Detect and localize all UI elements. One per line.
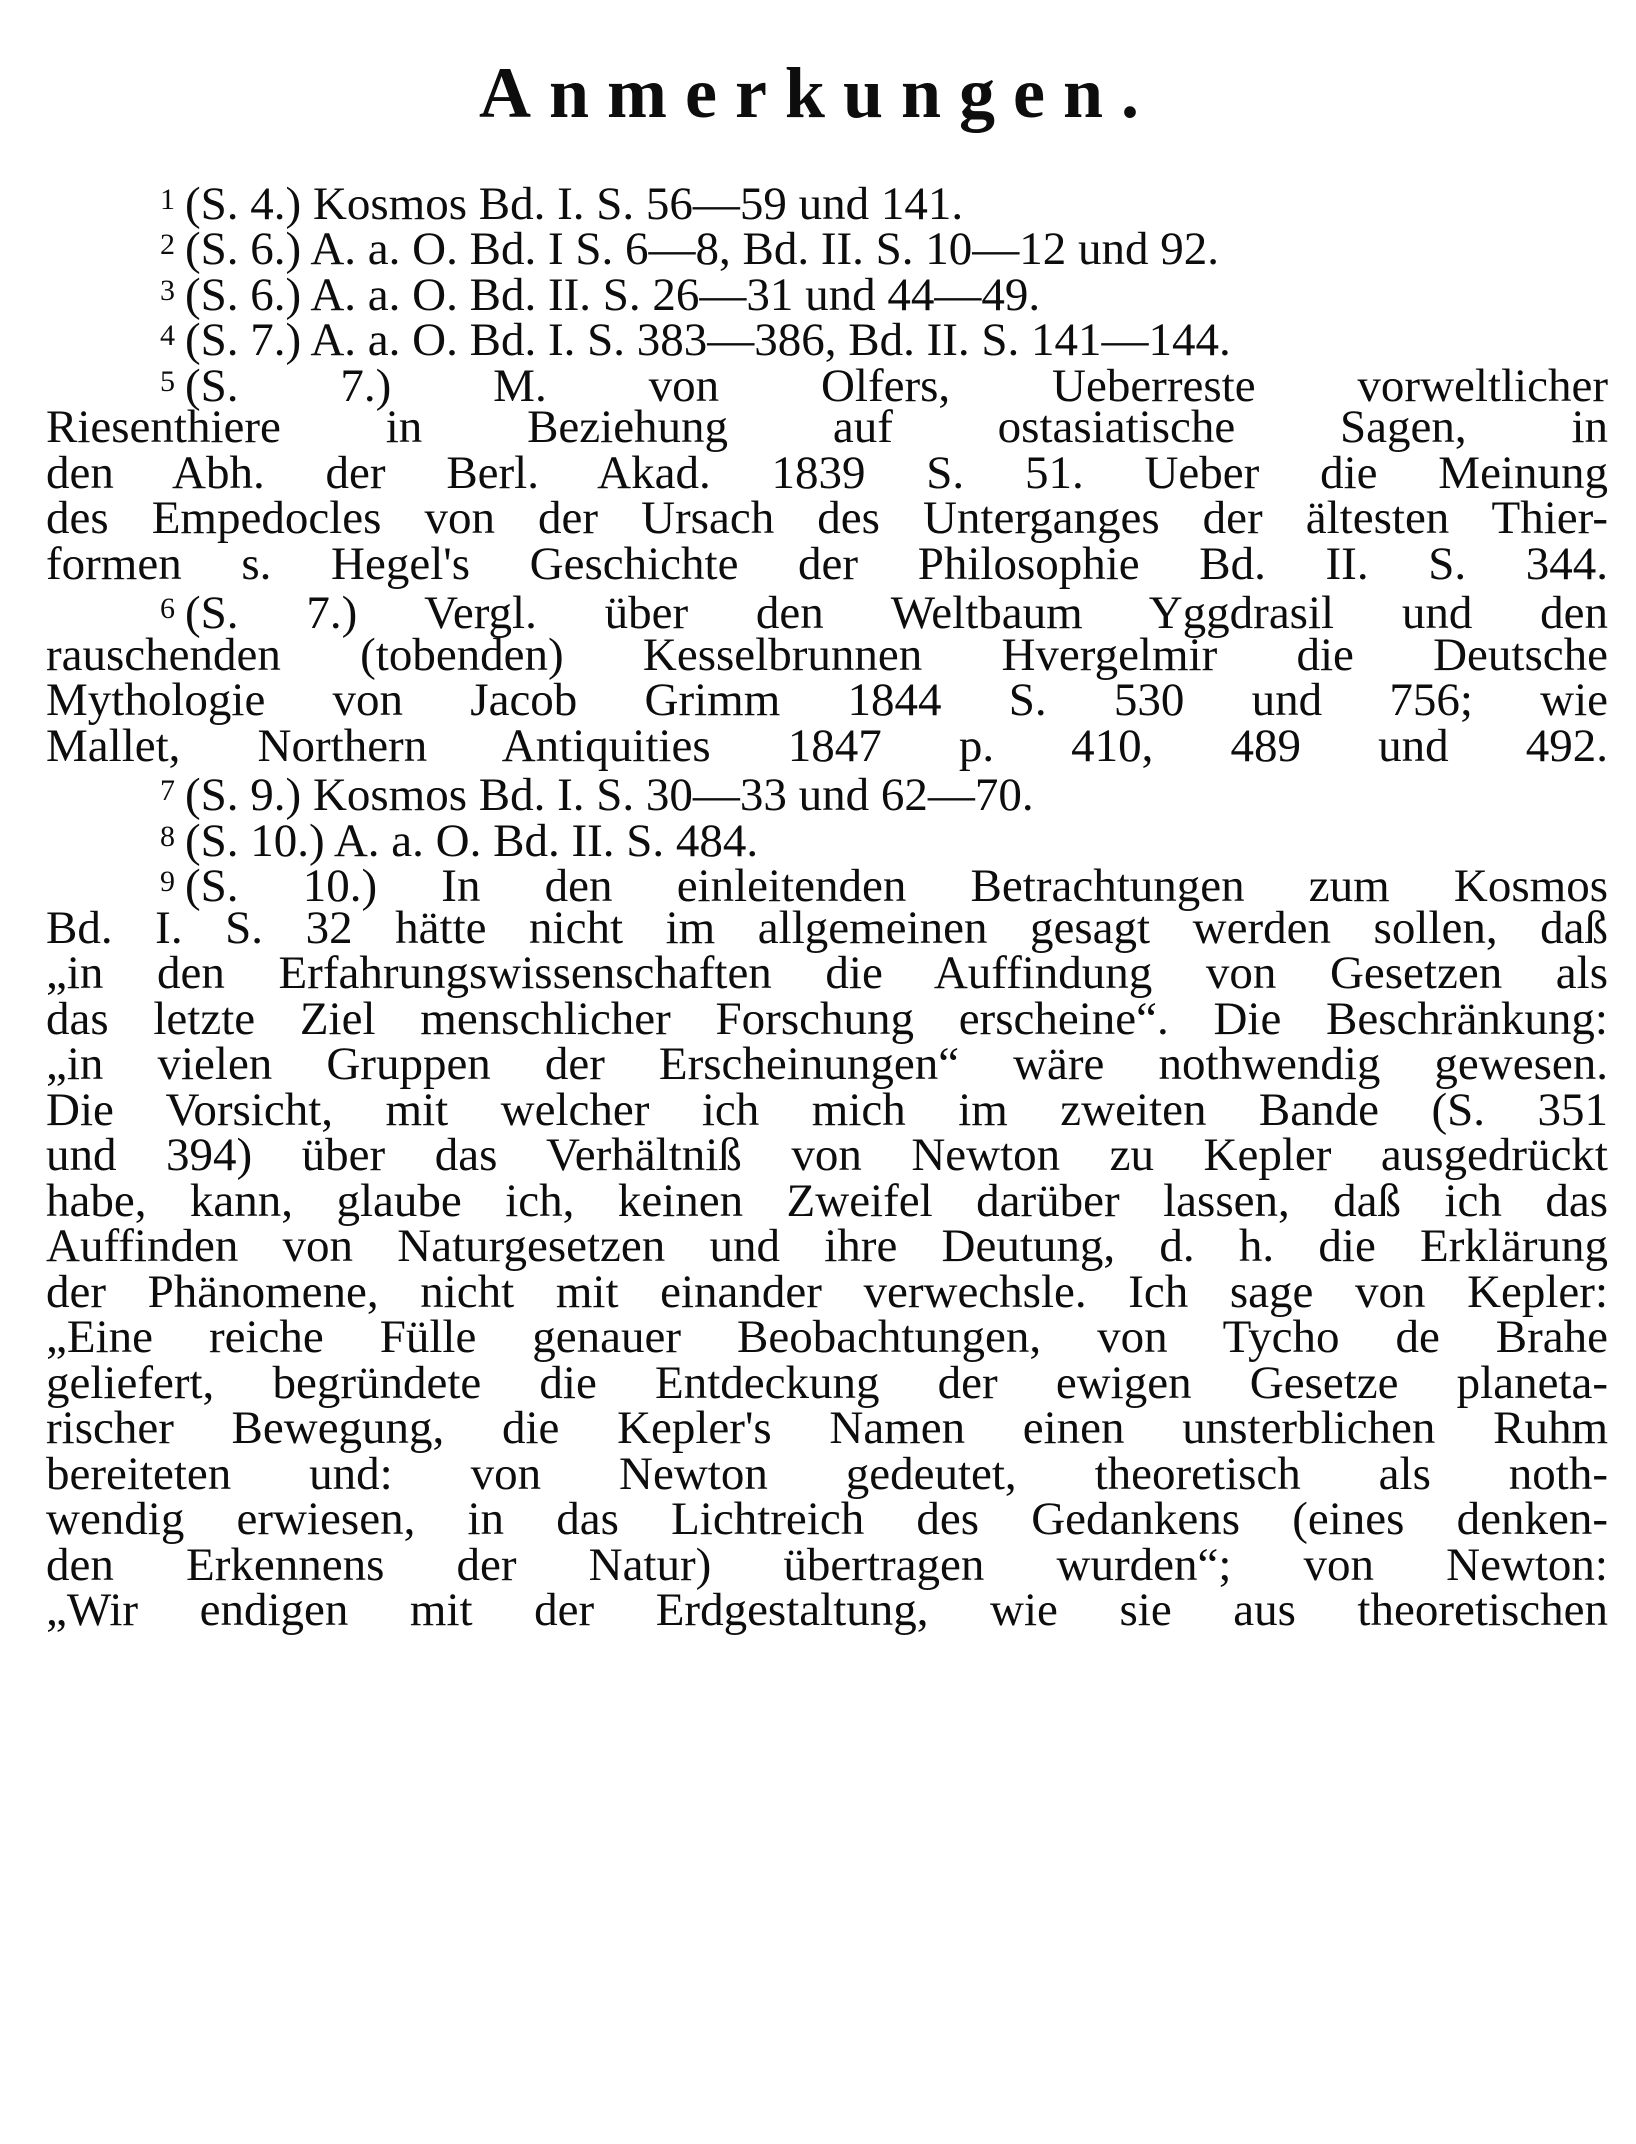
footnote-9-line-14: bereiteten und: von Newton gedeutet, theoretisch als noth- [46, 1448, 1608, 1500]
footnote-5-line-5: formen s. Hegel's Geschichte der Philosophie Bd. II. S. 344. [46, 538, 1608, 590]
footnote-6-line-2: rauschenden (tobenden) Kesselbrunnen Hvergelmir die Deutsche [46, 629, 1608, 681]
footnote-number: 7 [160, 774, 175, 807]
footnote-number: 8 [160, 820, 175, 853]
footnote-text: (S. 7.) Vergl. über den Weltbaum Yggdrasil und den [185, 587, 1608, 639]
footnote-number: 5 [160, 365, 175, 398]
footnote-6-line-4: Mallet, Northern Antiquities 1847 p. 410, 489 und 492. [46, 720, 1608, 772]
page-title: Anmerkungen. [478, 53, 1158, 133]
footnote-number: 2 [160, 228, 175, 261]
footnote-text: (S. 6.) A. a. O. Bd. II. S. 26—31 und 44—49. [185, 269, 1041, 321]
footnote-9-line-8: habe, kann, glaube ich, keinen Zweifel darüber lassen, daß ich das [46, 1175, 1608, 1227]
footnote-number: 4 [160, 319, 175, 352]
footnote-5-line-4: des Empedocles von der Ursach des Unterganges der ältesten Thier- [46, 492, 1608, 544]
footnote-text: (S. 4.) Kosmos Bd. I. S. 56—59 und 141. [185, 178, 964, 230]
footnote-9-line-2: Bd. I. S. 32 hätte nicht im allgemeinen gesagt werden sollen, daß [46, 902, 1608, 954]
footnote-number: 3 [160, 274, 175, 307]
footnote-number: 6 [160, 592, 175, 625]
footnote-9-line-4: das letzte Ziel menschlicher Forschung erscheine“. Die Beschränkung: [46, 993, 1608, 1045]
footnote-9-line-16: den Erkennens der Natur) übertragen wurden“; von Newton: [46, 1539, 1608, 1591]
footnote-text: (S. 6.) A. a. O. Bd. I S. 6—8, Bd. II. S. 10—12 und 92. [185, 223, 1220, 275]
footnote-number: 1 [160, 183, 175, 216]
footnote-6-line-3: Mythologie von Jacob Grimm 1844 S. 530 und 756; wie [46, 674, 1608, 726]
footnote-5-line-2: Riesenthiere in Beziehung auf ostasiatische Sagen, in [46, 401, 1608, 453]
footnote-9-line-15: wendig erwiesen, in das Lichtreich des Gedankens (eines denken- [46, 1493, 1608, 1545]
footnote-9-line-10: der Phänomene, nicht mit einander verwechsle. Ich sage von Kepler: [46, 1266, 1608, 1318]
footnote-9-line-13: rischer Bewegung, die Kepler's Namen einen unsterblichen Ruhm [46, 1402, 1608, 1454]
footnote-text: (S. 10.) A. a. O. Bd. II. S. 484. [185, 815, 759, 867]
footnote-9-line-17: „Wir endigen mit der Erdgestaltung, wie sie aus theoretischen [46, 1584, 1608, 1636]
footnote-text: (S. 7.) M. von Olfers, Ueberreste vorweltlicher [185, 360, 1608, 412]
footnote-5-line-3: den Abh. der Berl. Akad. 1839 S. 51. Ueber die Meinung [46, 447, 1608, 499]
footnote-9-line-7: und 394) über das Verhältniß von Newton zu Kepler ausgedrückt [46, 1129, 1608, 1181]
footnote-9-line-6: Die Vorsicht, mit welcher ich mich im zweiten Bande (S. 351 [46, 1084, 1608, 1136]
footnote-9-line-12: geliefert, begründete die Entdeckung der ewigen Gesetze planeta- [46, 1357, 1608, 1409]
footnote-9-line-9: Auffinden von Naturgesetzen und ihre Deutung, d. h. die Erklärung [46, 1220, 1608, 1272]
footnote-text: (S. 7.) A. a. O. Bd. I. S. 383—386, Bd. II. S. 141—144. [185, 314, 1231, 366]
footnote-number: 9 [160, 865, 175, 898]
footnote-9-line-11: „Eine reiche Fülle genauer Beobachtungen, von Tycho de Brahe [46, 1311, 1608, 1363]
footnote-9-line-3: „in den Erfahrungswissenschaften die Auffindung von Gesetzen als [46, 947, 1608, 999]
footnote-text: (S. 9.) Kosmos Bd. I. S. 30—33 und 62—70. [185, 769, 1034, 821]
footnote-9-line-5: „in vielen Gruppen der Erscheinungen“ wäre nothwendig gewesen. [46, 1038, 1608, 1090]
footnote-text: (S. 10.) In den einleitenden Betrachtungen zum Kosmos [185, 860, 1608, 912]
